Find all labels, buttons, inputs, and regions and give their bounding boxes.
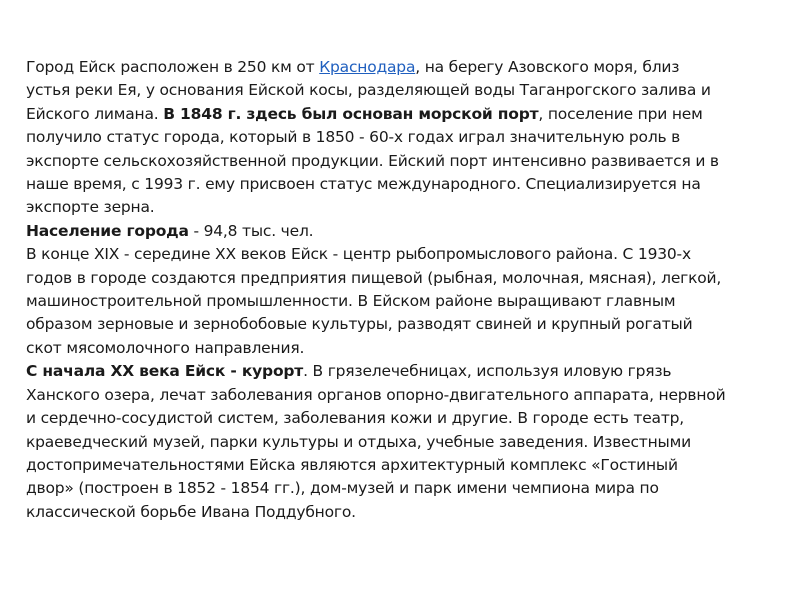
krasnodar-link[interactable]: Краснодара: [319, 58, 416, 76]
paragraph-population: [26, 220, 726, 243]
location-text-1: Город Ейск расположен в 250 км от: [26, 58, 320, 76]
paragraph-location: [26, 56, 726, 220]
location-text-2: , на берегу Азовского моря, близ устья реки Ея, у основания Ейской косы, разделяющей воды Таганрогского залива и Ейского лимана.: [26, 58, 711, 123]
slide-text-block: [26, 56, 726, 524]
industry-text: В конце XIX - середине XX веков Ейск - центр рыбопромыслового района. С 1930-х годов в городе создаются предприятия пищевой (рыбная, молочная, мясная), легкой, машиностроительной промышленности. В Ейском районе выращивают главным образом зерновые и зернобобовые культуры, разводят свиней и крупный рогатый скот мясомолочного направления.: [26, 245, 722, 357]
population-bold: Население города: [26, 221, 189, 240]
port-founded-bold: В 1848 г. здесь был основан морской порт: [163, 104, 539, 123]
population-text: - 94,8 тыс. чел.: [188, 221, 314, 240]
paragraph-industry: [26, 243, 726, 360]
location-text-3: , поселение при нем получило статус города, который в 1850 - 60-х годах играл значительную роль в экспорте сельскохозяйственной продукции. Ейский порт интенсивно развивается и в наше время, с 1993 г. ему присвоен статус международного. Специализируется на экспорте зерна.: [26, 104, 719, 217]
resort-text: . В грязелечебницах, используя иловую грязь Ханского озера, лечат заболевания органов опорно-двигательного аппарата, нервной и сердечно-сосудистой систем, заболевания кожи и другие. В городе есть театр, краеведческий музей, парки культуры и отдыха, учебные заведения. Известными достопримечательностями Ейска являются архитектурный комплекс «Гостиный двор» (построен в 1852 - 1854 гг.), дом-музей и парк имени чемпиона мира по классической борьбе Ивана Поддубного.: [26, 362, 726, 521]
paragraph-resort: [26, 360, 726, 524]
resort-bold: С начала XX века Ейск - курорт: [26, 362, 304, 381]
